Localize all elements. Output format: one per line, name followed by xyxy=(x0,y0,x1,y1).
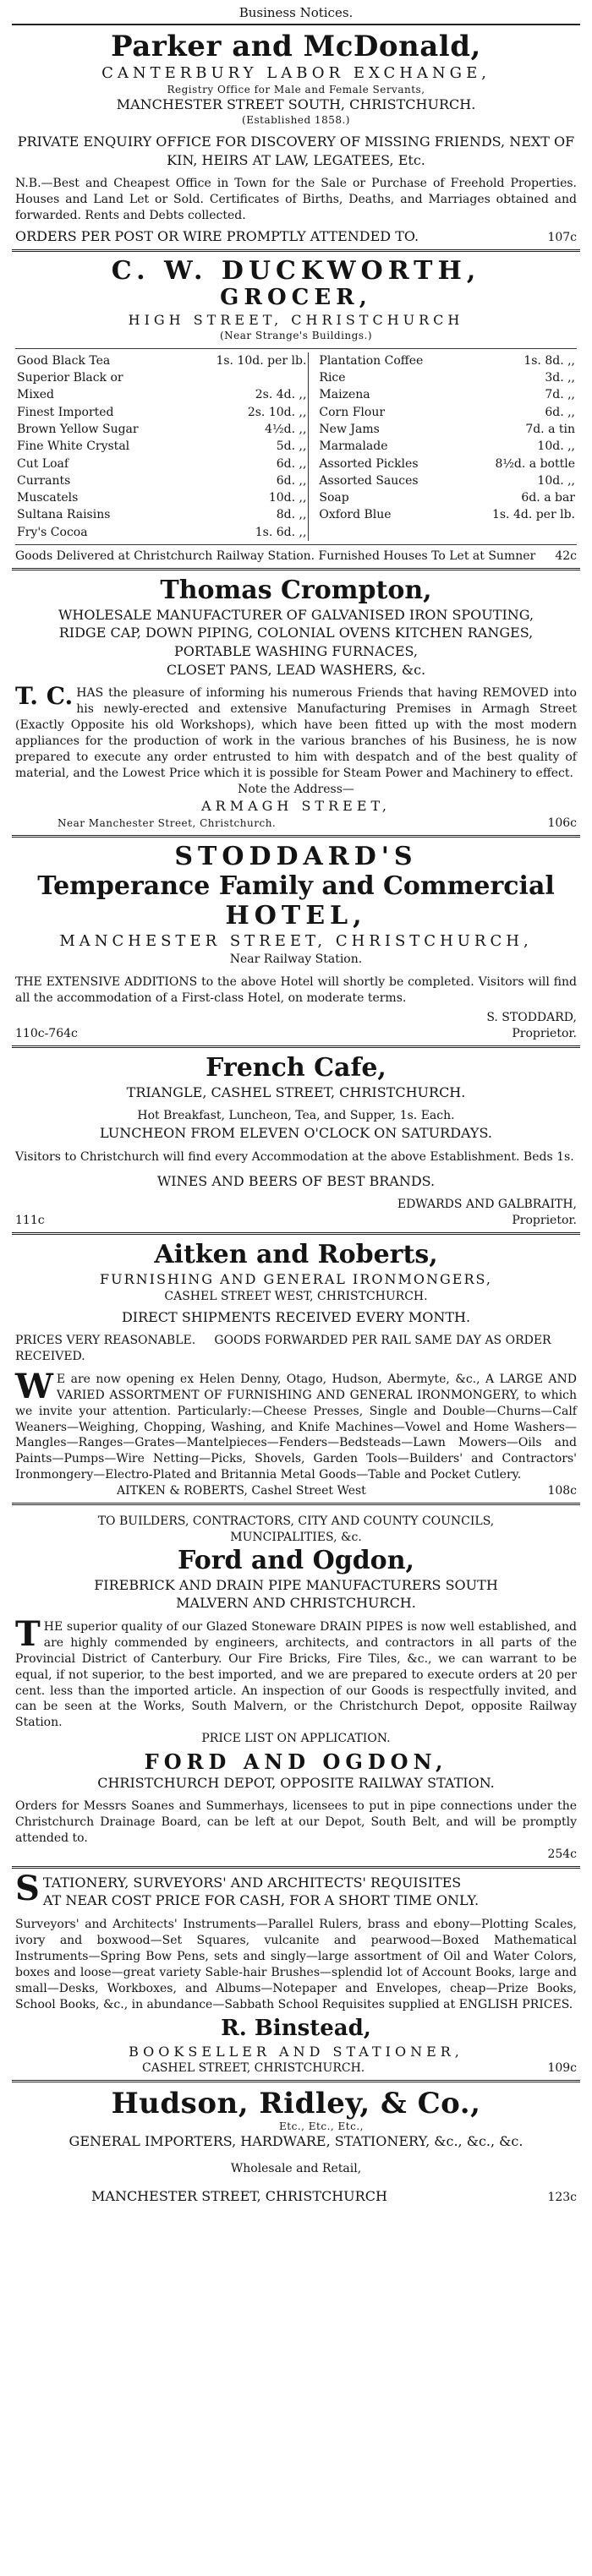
ad-signer: EDWARDS AND GALBRAITH, xyxy=(397,1198,577,1212)
ad-established: (Established 1858.) xyxy=(242,113,350,126)
ad-line: Hot Breakfast, Luncheon, Tea, and Supper, 1s. Each. xyxy=(137,1109,455,1123)
ad-line: WHOLESALE MANUFACTURER OF GALVANISED IRON SPOUTING, xyxy=(58,606,534,623)
price-value: 1s. 10d. per lb. xyxy=(216,353,307,368)
ad-title: Hudson, Ridley, & Co., xyxy=(111,2087,481,2121)
column-divider xyxy=(309,369,318,386)
ad-line: DIRECT SHIPMENTS RECEIVED EVERY MONTH. xyxy=(121,1308,471,1325)
price-row xyxy=(15,489,577,506)
price-item: Marmalade xyxy=(319,439,388,454)
price-value: 7d. ,, xyxy=(545,388,575,402)
ad-address: MANCHESTER STREET, CHRISTCHURCH, xyxy=(59,931,533,950)
price-item: Superior Black or xyxy=(17,371,123,385)
price-value: 5d. ,, xyxy=(276,439,307,454)
ad-line: MALVERN AND CHRISTCHURCH. xyxy=(176,1595,416,1612)
ad-intro: TO BUILDERS, CONTRACTORS, CITY AND COUNTY COUNCILS, xyxy=(97,1514,495,1529)
price-item: Fry's Cocoa xyxy=(17,525,88,539)
price-row xyxy=(15,386,577,403)
price-row xyxy=(15,456,577,472)
ad-stoddard xyxy=(0,838,592,1045)
ad-footer: ORDERS PER POST OR WIRE PROMPTLY ATTENDED TO. xyxy=(15,227,419,244)
ad-address: HIGH STREET, CHRISTCHURCH xyxy=(128,312,464,329)
ad-line: BOOKSELLER AND STATIONER, xyxy=(129,2043,463,2060)
ad-signer: AITKEN & ROBERTS, Cashel Street West xyxy=(117,1484,366,1498)
ad-french-cafe xyxy=(0,1048,592,1232)
ad-body: Surveyors' and Architects' Instruments—Parallel Rulers, brass and ebony—Plotting Scales, ivory and boxwood—Set Squares, vulcanite and pearwood—Boxed Mathematical Instruments—Spring Bow Pens, sets and singly—large assortment of Oil and Water Colors, boxes and loose—great variety Sable-hair Brushes—splendid lot of Account Books, large and small—Desks, Workboxes, and Albums—Notepaper and Envelopes, cheap—Prize Books, School Books, &c., in abundance—Sabbath School Requisites supplied at ENGLISH PRICES. xyxy=(15,1918,577,2011)
column-divider xyxy=(309,489,318,506)
ad-dropcap: W xyxy=(15,1366,53,1406)
ad-address: CASHEL STREET, CHRISTCHURCH. xyxy=(142,2061,365,2076)
price-item: Rice xyxy=(319,371,346,385)
price-item: Finest Imported xyxy=(17,405,114,419)
ad-title: Aitken and Roberts, xyxy=(154,1240,438,1270)
price-value: 10d. ,, xyxy=(537,439,575,454)
ad-near: Near Railway Station. xyxy=(229,952,363,967)
ad-ford-ogdon xyxy=(0,1505,592,1866)
price-row xyxy=(15,438,577,455)
ad-line: PORTABLE WASHING FURNACES, xyxy=(173,643,419,660)
ad-body: E are now opening ex Helen Denny, Otago, Hudson, Abermyte, &c., A LARGE AND VARIED ASSORTMENT OF FURNISHING AND GENERAL IRONMONGERY, to which we invite your attention. Particularly:—Cheese Presses, Single and Double—Churns—Calf Weaners—Weighing, Chopping, Washing, and Knife Machines—Vowel and Home Washers—Mangles—Ranges—Grates—Mantelpieces—Fenders—Bedsteads—Lawn Mowers—Oils and Paints—Pumps—Wire Netting—Picks, Shovels, Garden Tools—Builders' and Contractors' Ironmongery—Electro-Plated and Britannia Metal Goods—Table and Pocket Cutlery. xyxy=(15,1372,577,1482)
ad-crompton xyxy=(0,570,592,835)
price-item xyxy=(317,524,461,541)
ad-body: HE superior quality of our Glazed Stoneware DRAIN PIPES is now well established, and are highly commended by engineers, architects, and contractors in all parts of the Provincial District of Canterbury. Our Fire Bricks, Fire Tiles, &c., we can warrant to be equal, if not superior, to the best imported, and we are prepared to execute orders at 20 per cent. less than the imported article. An inspection of our Goods is respectfully invited, and can be seen at the Works, South Malvern, or the Christchurch Depot, opposite Railway Station. xyxy=(15,1620,577,1730)
ad-code: 106c xyxy=(547,816,577,831)
ad-title: C. W. DUCKWORTH, xyxy=(111,255,481,286)
ad-code: 123c xyxy=(547,2190,577,2204)
ad-prices: PRICES VERY REASONABLE. xyxy=(15,1334,196,1348)
ad-code: 107c xyxy=(547,230,577,244)
price-item: Good Black Tea xyxy=(17,353,111,368)
price-row xyxy=(15,524,577,541)
price-item: Assorted Sauces xyxy=(319,473,419,488)
ad-title-3: HOTEL, xyxy=(225,901,367,931)
price-item: Assorted Pickles xyxy=(319,456,419,471)
ad-intro: MUNCIPALITIES, &c. xyxy=(230,1530,362,1544)
ad-near: Near Manchester Street, Christchurch. xyxy=(58,817,277,830)
ad-line: WINES AND BEERS OF BEST BRANDS. xyxy=(156,1172,436,1189)
column-divider xyxy=(309,524,318,541)
price-value: 7d. a tin xyxy=(525,422,575,436)
ad-dropcap: T xyxy=(15,1614,41,1655)
divider xyxy=(15,348,577,349)
price-item: Cut Loaf xyxy=(17,456,69,471)
ad-subtitle: CANTERBURY LABOR EXCHANGE, xyxy=(101,64,491,83)
ad-binstead xyxy=(0,1869,592,2080)
divider xyxy=(15,544,577,545)
price-item: Sultana Raisins xyxy=(17,508,111,522)
ad-address: CASHEL STREET WEST, CHRISTCHURCH. xyxy=(164,1289,428,1303)
ad-duckworth xyxy=(0,252,592,568)
price-row xyxy=(15,369,577,386)
column-divider xyxy=(309,421,318,438)
ad-code: 110c-764c xyxy=(15,1026,78,1040)
ad-street: ARMAGH STREET, xyxy=(201,798,391,815)
price-row xyxy=(15,472,577,489)
ad-near: (Near Strange's Buildings.) xyxy=(219,329,372,341)
ad-body: N.B.—Best and Cheapest Office in Town for the Sale or Purchase of Freehold Properties. Houses and Land Let or Sold. Certificates of Births, Deaths, and Marriages obtained and forwarded. Rents and Debts collected. xyxy=(15,177,577,222)
ad-role: Proprietor. xyxy=(512,1026,577,1040)
price-value xyxy=(183,369,309,386)
ad-line: CLOSET PANS, LEAD WASHERS, &c. xyxy=(166,661,426,678)
page-header: Business Notices. xyxy=(238,5,354,20)
ad-aitken-roberts xyxy=(0,1235,592,1503)
price-value: 2s. 4d. ,, xyxy=(255,388,307,402)
ad-pricelist: PRICE LIST ON APPLICATION. xyxy=(201,1732,391,1746)
price-value xyxy=(461,524,577,541)
price-value: 10d. ,, xyxy=(537,473,575,488)
ad-line: Registry Office for Male and Female Servants, xyxy=(167,84,425,96)
price-item: Currants xyxy=(17,473,71,488)
ad-body: Visitors to Christchurch will find every Accommodation at the above Establishment. Beds 1s. xyxy=(15,1149,574,1164)
column-divider xyxy=(309,456,318,472)
price-item: Muscatels xyxy=(17,491,79,505)
price-item: Fine White Crystal xyxy=(17,439,130,454)
ad-dropcap: S xyxy=(15,1868,40,1908)
ad-address: MANCHESTER STREET SOUTH, CHRISTCHURCH. xyxy=(116,96,476,113)
ad-line: Wholesale and Retail, xyxy=(230,2161,362,2175)
column-divider xyxy=(309,352,318,369)
ad-line: PRIVATE ENQUIRY OFFICE FOR DISCOVERY OF MISSING FRIENDS, NEXT OF KIN, HEIRS AT LAW, LEGATEES, Etc. xyxy=(17,133,575,168)
ad-forwarded: GOODS FORWARDED PER RAIL SAME DAY AS ORDER RECEIVED. xyxy=(15,1334,551,1364)
ad-code: 254c xyxy=(547,1847,577,1861)
ad-heading: TATIONERY, SURVEYORS' AND ARCHITECTS' REQUISITES xyxy=(42,1874,462,1891)
ad-title: Thomas Crompton, xyxy=(160,575,432,605)
ad-trade: GROCER, xyxy=(220,285,372,311)
ad-title-2: FORD AND OGDON, xyxy=(144,1749,448,1775)
ad-title: STODDARD'S xyxy=(174,841,418,871)
ad-body: HAS the pleasure of informing his numerous Friends that having REMOVED into his newly-erected and extensive Manufacturing Premises in Armagh Street (Exactly Opposite his old Workshops), which have been fitted up with the most modern appliances for the production of work in the various branches of his Business, he is now prepared to execute any order entrusted to him with despatch and of the best quality of material, and the Lowest Price which it is possible for Steam Power and Machinery to effect. xyxy=(15,686,577,780)
price-value: 1s. 6d. ,, xyxy=(255,525,307,539)
price-value: 6d. a bar xyxy=(521,491,575,505)
price-row xyxy=(15,421,577,438)
column-divider xyxy=(309,386,318,403)
price-row xyxy=(15,506,577,523)
price-item: Plantation Coffee xyxy=(319,353,424,368)
ad-signer: S. STODDARD, xyxy=(486,1010,577,1024)
ad-code: 109c xyxy=(547,2061,577,2076)
ad-title: Parker and McDonald, xyxy=(111,30,481,63)
price-value: 8d. ,, xyxy=(276,508,307,522)
price-table xyxy=(15,352,577,541)
price-item: Maizena xyxy=(319,388,370,402)
ad-address: TRIANGLE, CASHEL STREET, CHRISTCHURCH. xyxy=(126,1083,466,1100)
price-value: 1s. 8d. ,, xyxy=(523,353,575,368)
price-item: Corn Flour xyxy=(319,405,386,419)
price-item: Mixed xyxy=(17,388,54,402)
ad-line: FURNISHING AND GENERAL IRONMONGERS, xyxy=(100,1271,492,1288)
price-row xyxy=(15,352,577,369)
ad-code: 111c xyxy=(15,1214,45,1228)
ad-body: THE EXTENSIVE ADDITIONS to the above Hotel will shortly be completed. Visitors will find all the accommodation of a First-class Hotel, on moderate terms. xyxy=(15,975,577,1006)
ad-line: RIDGE CAP, DOWN PIPING, COLONIAL OVENS KITCHEN RANGES, xyxy=(58,625,534,641)
price-value: 6d. ,, xyxy=(276,473,307,488)
ad-initials: T. C. xyxy=(15,682,74,711)
ad-depot: CHRISTCHURCH DEPOT, OPPOSITE RAILWAY STATION. xyxy=(97,1774,495,1791)
ad-parker-mcdonald xyxy=(0,25,592,249)
ad-line: FIREBRICK AND DRAIN PIPE MANUFACTURERS SOUTH xyxy=(94,1576,498,1593)
ad-title: R. Binstead, xyxy=(221,2016,371,2042)
ad-code: 42c xyxy=(555,548,577,563)
column-divider xyxy=(309,472,318,489)
ad-title: French Cafe, xyxy=(206,1052,386,1083)
ad-etc: Etc., Etc., Etc., xyxy=(279,2120,364,2133)
column-divider xyxy=(309,404,318,421)
price-value: 6d. ,, xyxy=(545,405,575,419)
ad-code: 108c xyxy=(547,1484,577,1498)
price-value: 3d. ,, xyxy=(545,371,575,385)
price-value: 1s. 4d. per lb. xyxy=(491,508,575,522)
column-divider xyxy=(309,438,318,455)
price-item: Soap xyxy=(319,491,349,505)
price-value: 4½d. ,, xyxy=(265,422,307,436)
price-value: 8½d. a bottle xyxy=(495,456,575,471)
ad-title-2: Temperance Family and Commercial xyxy=(37,871,555,902)
ad-footer: Goods Delivered at Christchurch Railway Station. Furnished Houses To Let at Sumner xyxy=(15,548,536,563)
price-item: Oxford Blue xyxy=(319,508,392,522)
price-row xyxy=(15,404,577,421)
price-item: Brown Yellow Sugar xyxy=(17,422,139,436)
ad-role: Proprietor. xyxy=(512,1214,577,1228)
ad-line: GENERAL IMPORTERS, HARDWARE, STATIONERY, &c., &c., &c. xyxy=(69,2133,523,2150)
price-value: 6d. ,, xyxy=(276,456,307,471)
ad-body: Orders for Messrs Soanes and Summerhays, licensees to put in pipe connections under the Christchurch Drainage Board, can be left at our Depot, South Belt, and will be promptly attended to. xyxy=(15,1799,577,1846)
ad-heading-2: AT NEAR COST PRICE FOR CASH, FOR A SHORT TIME ONLY. xyxy=(42,1892,480,1909)
ad-address: MANCHESTER STREET, CHRISTCHURCH xyxy=(91,2187,387,2204)
ad-hudson-ridley xyxy=(0,2082,592,2208)
price-value: 2s. 10d. ,, xyxy=(247,405,307,419)
ad-title: Ford and Ogdon, xyxy=(178,1545,414,1575)
ad-line: LUNCHEON FROM ELEVEN O'CLOCK ON SATURDAYS. xyxy=(100,1125,492,1142)
price-value: 10d. ,, xyxy=(268,491,307,505)
column-divider xyxy=(309,506,318,523)
price-item: New Jams xyxy=(319,422,380,436)
ad-note: Note the Address— xyxy=(238,782,354,796)
